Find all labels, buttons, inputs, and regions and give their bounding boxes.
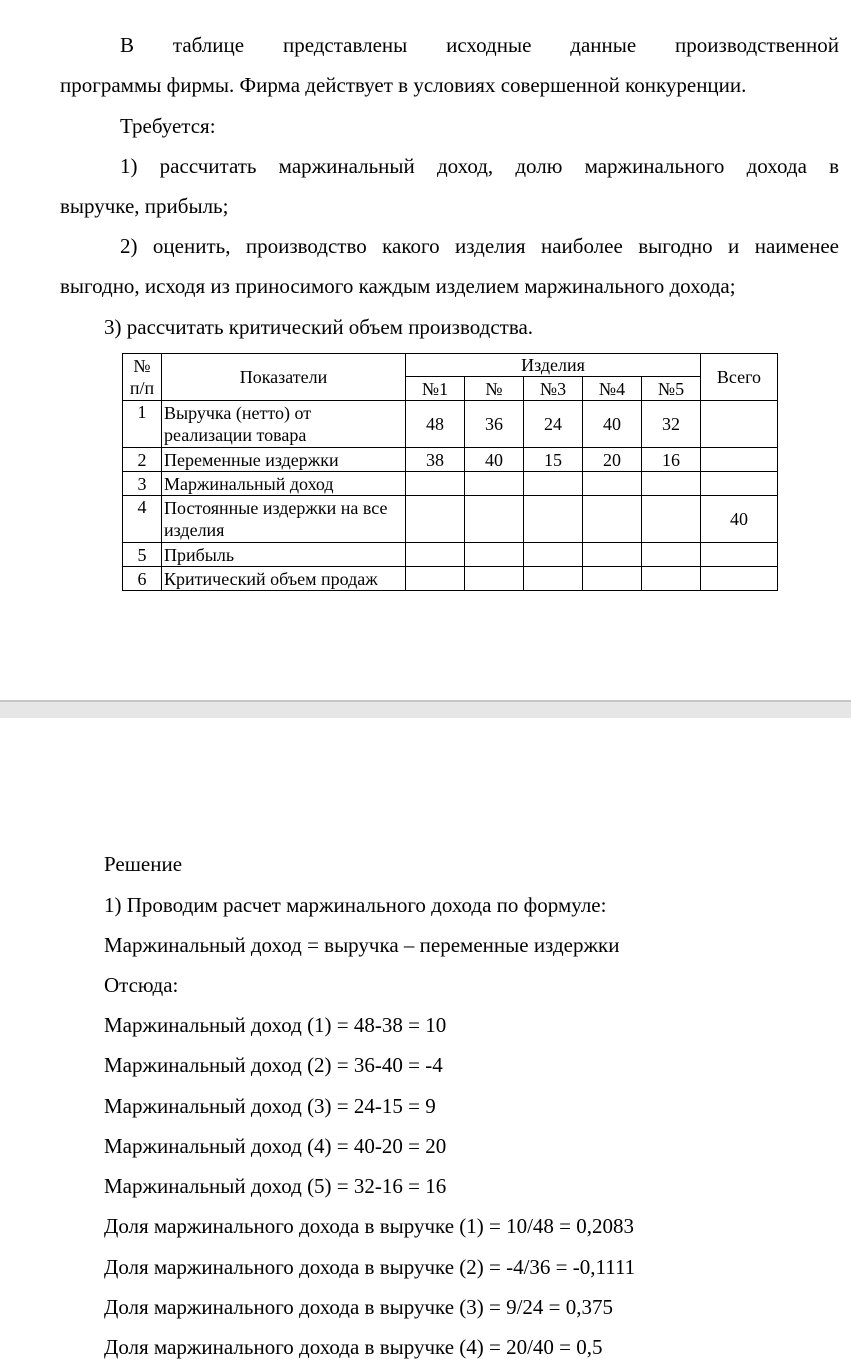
solution-line: Доля маржинального дохода в выручке (1) = 10/48 = 0,2083 [104,1214,635,1238]
table-row [123,496,778,543]
cell-total: 40 [701,496,778,543]
cell-value [465,496,524,543]
intro-p5: 3) рассчитать критический объем производства. [104,315,534,339]
solution-line: Доля маржинального дохода в выручке (3) = 9/24 = 0,375 [104,1295,614,1319]
intro-p2: Требуется: [120,114,216,138]
cell-value: 38 [406,448,465,472]
cell-value [583,543,642,567]
intro-p1-line2: программы фирмы. Фирма действует в условиях совершенной конкуренции. [60,73,747,97]
table-row [123,543,778,567]
cell-value: 32 [642,401,701,448]
cell-value: 16 [642,448,701,472]
cell-value: 36 [465,401,524,448]
intro-paragraph-5 [60,307,839,347]
cell-value: 40 [465,448,524,472]
cell-value [406,543,465,567]
header-total: Всего [701,354,778,401]
row-label: Прибыль [162,543,406,567]
cell-value: 24 [524,401,583,448]
page-separator [0,700,851,718]
intro-p4-line2: выгодно, исходя из приносимого каждым изделием маржинального дохода; [60,274,736,298]
table-row [123,448,778,472]
intro-paragraph-4 [60,226,839,266]
cell-value [524,543,583,567]
cell-value [465,567,524,591]
solution-line: Маржинальный доход (5) = 32-16 = 16 [104,1174,447,1198]
solution-line: Отсюда: [104,973,179,997]
intro-paragraph-4-cont [60,266,839,306]
cell-value [642,567,701,591]
solution-line: Доля маржинального дохода в выручке (4) = 20/40 = 0,5 [104,1335,603,1359]
intro-paragraph-3-cont [60,186,839,226]
intro-p4-line1: 2) оценить, производство какого изделия наиболее выгодно и наименее [120,234,839,258]
row-label: Переменные издержки [162,448,406,472]
header-product-5: №5 [642,377,701,401]
solution-line: Маржинальный доход (4) = 40-20 = 20 [104,1134,447,1158]
solution-line: 1) Проводим расчет маржинального дохода по формуле: [104,893,607,917]
cell-value [406,472,465,496]
header-product-1: №1 [406,377,465,401]
production-table [122,353,778,591]
cell-value: 15 [524,448,583,472]
solution-line: Маржинальный доход = выручка – переменные издержки [104,933,620,957]
intro-p1-line1: В таблице представлены исходные данные производственной [120,33,839,57]
header-products: Изделия [406,354,701,377]
cell-total [701,472,778,496]
solution-line: Маржинальный доход (2) = 36-40 = -4 [104,1053,443,1077]
row-label: Маржинальный доход [162,472,406,496]
header-product-2: № [465,377,524,401]
cell-total [701,448,778,472]
cell-value [524,567,583,591]
header-indicators: Показатели [162,354,406,401]
intro-p3-line1: 1) рассчитать маржинальный доход, долю маржинального дохода в [120,154,839,178]
table-row [123,567,778,591]
row-label: Постоянные издержки на все изделия [162,496,406,543]
cell-value [642,472,701,496]
cell-value [583,496,642,543]
header-product-4: №4 [583,377,642,401]
cell-total [701,543,778,567]
solution-title: Решение [104,852,183,876]
intro-paragraph-1-cont [60,65,839,105]
row-label: Критический объем продаж [162,567,406,591]
cell-value [642,496,701,543]
row-number: 5 [123,543,162,567]
cell-value [406,567,465,591]
solution-line: Маржинальный доход (3) = 24-15 = 9 [104,1094,436,1118]
row-number: 1 [123,401,162,448]
intro-paragraph-2 [60,106,839,146]
table-row [123,401,778,448]
cell-value [583,567,642,591]
row-number: 6 [123,567,162,591]
row-number: 2 [123,448,162,472]
row-label: Выручка (нетто) от реализации товара [162,401,406,448]
header-num: № п/п [123,354,162,401]
cell-value [524,472,583,496]
cell-value: 48 [406,401,465,448]
cell-value [465,472,524,496]
cell-value [524,496,583,543]
cell-value: 20 [583,448,642,472]
cell-total [701,401,778,448]
cell-total [701,567,778,591]
header-product-3: №3 [524,377,583,401]
table-row [123,472,778,496]
cell-value [583,472,642,496]
intro-paragraph-1 [60,25,839,65]
table-header-row-1 [123,354,778,377]
solution-line: Маржинальный доход (1) = 48-38 = 10 [104,1013,447,1037]
intro-paragraph-3 [60,146,839,186]
row-number: 3 [123,472,162,496]
cell-value: 40 [583,401,642,448]
solution-line: Доля маржинального дохода в выручке (2) = -4/36 = -0,1111 [104,1255,636,1279]
cell-value [465,543,524,567]
cell-value [642,543,701,567]
row-number: 4 [123,496,162,543]
intro-p3-line2: выручке, прибыль; [60,194,229,218]
cell-value [406,496,465,543]
